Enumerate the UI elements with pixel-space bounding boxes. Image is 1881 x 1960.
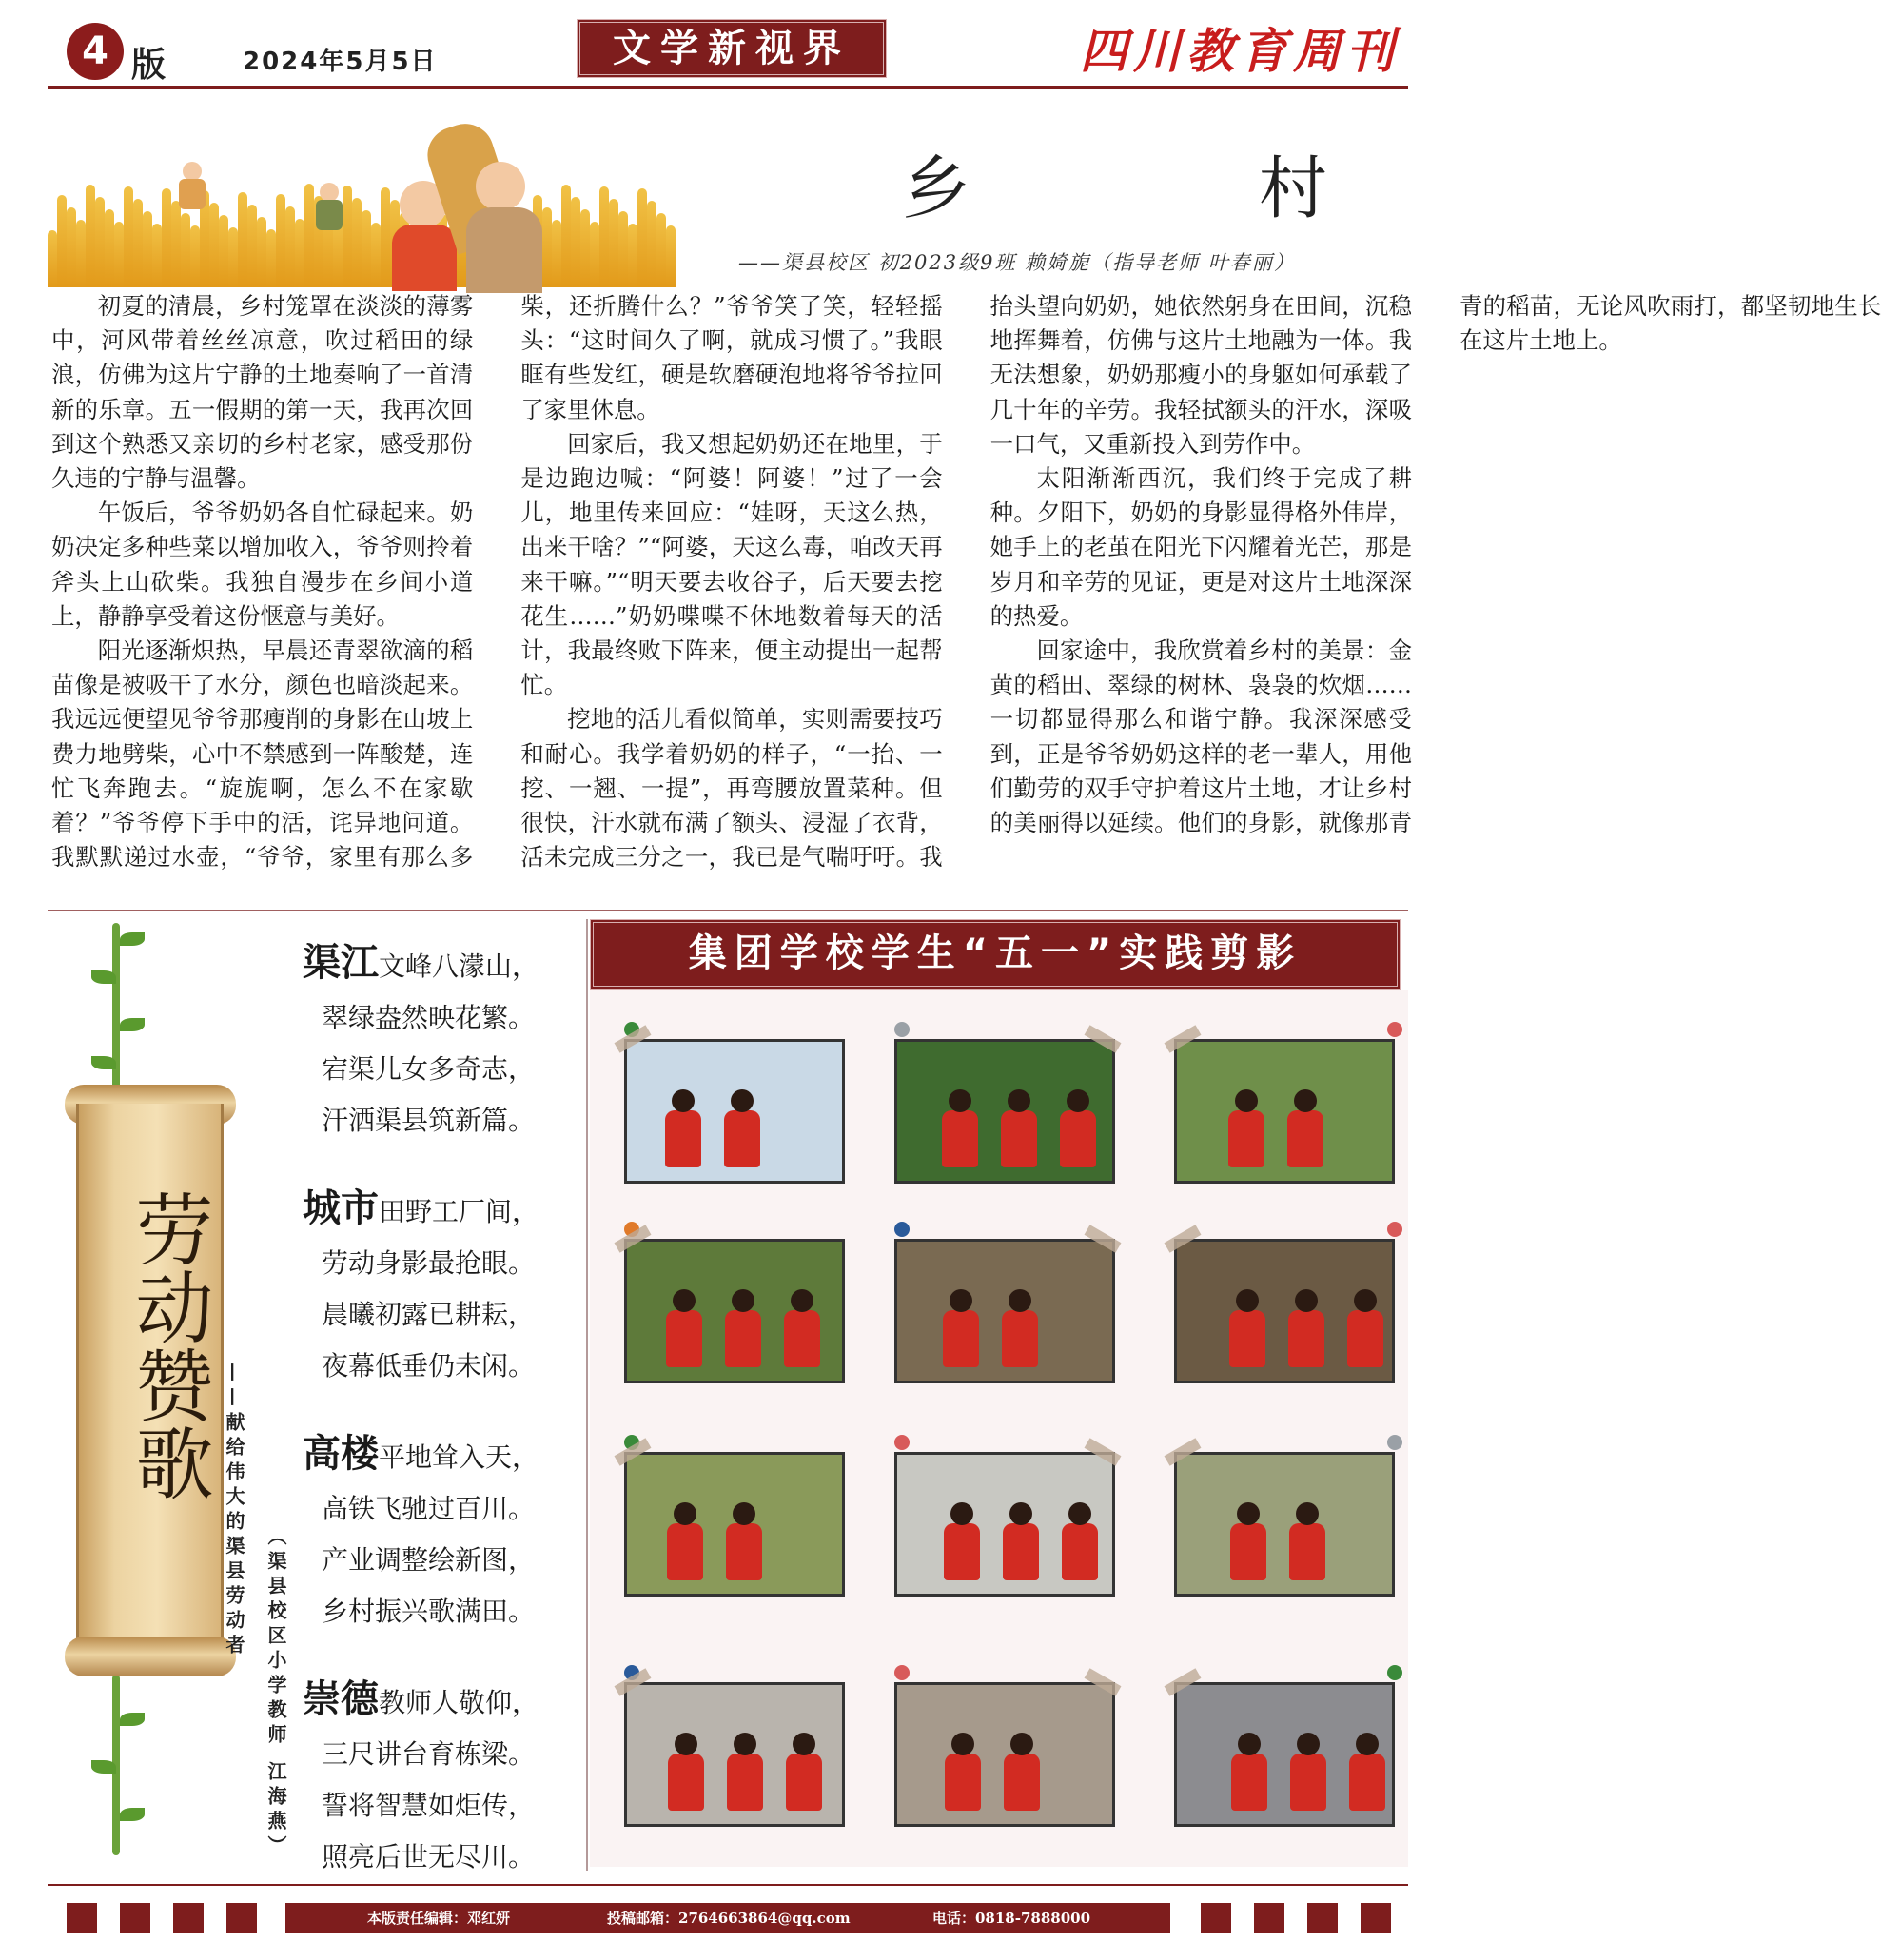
footer-divider [48,1884,1408,1886]
child-head [1009,1289,1031,1312]
footer-square [1307,1903,1338,1933]
child-figure [1003,1523,1039,1580]
child-head [1237,1502,1260,1525]
stanza-line: 宕渠儿女多奇志， [322,1053,536,1085]
child-figure [943,1310,979,1367]
wheat-stalk [238,192,247,287]
wheat-stalk [95,197,105,287]
child-head [1235,1089,1258,1112]
child-figure [1228,1110,1264,1167]
wheat-stalk [561,185,571,287]
wheat-stalk [181,213,190,287]
poem-stanza [303,1669,569,1883]
stanza-line: 田野工厂间， [379,1196,539,1227]
child-head [733,1502,755,1525]
wheat-stalk [162,188,171,287]
leaf-icon [120,1018,145,1031]
stanza-line: 教师人敬仰， [379,1687,539,1718]
child-head [791,1289,813,1312]
article-paragraph: 回家途中，我欣赏着乡村的美景：金黄的稻田、翠绿的树林、袅袅的炊烟……一切都显得那么和谐宁静。我深深感受到，正是爷爷奶奶这样的老一辈人，用他们勤劳的双手守护着这片土地，才让乡村的美丽得以延续。他们的身影，就像那青青的稻苗，无论风吹雨打，都坚韧地生长在这片土地上。 [989,292,1881,837]
wheat-stalk [352,198,362,287]
child-head [1009,1502,1032,1525]
child-figure [667,1523,703,1580]
newspaper-masthead: 四川教育周刊 [1080,23,1400,79]
wheat-stalk [590,222,599,287]
child-head [1294,1089,1317,1112]
stanza-lead-word: 崇德 [303,1676,379,1721]
stanza-line: 汗洒渠县筑新篇。 [322,1105,536,1136]
wheat-stalk [67,207,76,287]
child-figure [1230,1523,1266,1580]
stanza-lead-word: 高楼 [303,1431,379,1476]
child-head [673,1289,696,1312]
child-figure [1062,1523,1098,1580]
child-head [1010,1733,1033,1755]
stanza-line: 产业调整绘新图， [322,1544,536,1576]
pushpin-icon [894,1435,910,1450]
child-head [949,1089,971,1112]
pushpin-icon [894,1222,910,1237]
child-figure [786,1754,822,1811]
poem-stanza [303,932,569,1147]
child-figure [1002,1310,1038,1367]
practice-photo-mopping-home [624,1682,845,1827]
footer-square [1254,1903,1284,1933]
child-head [731,1089,754,1112]
child-figure [944,1523,980,1580]
article-paragraph: 太阳渐渐西沉，我们终于完成了耕种。夕阳下，奶奶的身影显得格外伟岸，她手上的老茧在阳光下闪耀着光芒，那是岁月和辛劳的见证，更是对这片土地深深的热爱。 [989,464,1412,630]
wheat-stalk [133,199,143,287]
wheat-stalk [637,188,647,287]
poem-dedication: ——献给伟大的渠县劳动者 [223,1362,245,1659]
pushpin-icon [894,1665,910,1680]
wheat-stalk [76,220,86,287]
child-head [951,1733,974,1755]
child-figure [942,1110,978,1167]
footer-square [226,1903,257,1933]
wheat-stalk [114,222,124,287]
wheat-stalk [143,211,152,287]
child-figure [1287,1110,1323,1167]
wheat-stalk [219,215,228,287]
article-paragraph: 午饭后，爷爷奶奶各自忙碌起来。奶奶决定多种些菜以增加收入，爷爷则拎着斧头上山砍柴。我独自漫步在乡间小道上，静静享受着这份惬意与美好。 [51,499,474,630]
stanza-line: 文峰八濛山， [379,951,539,982]
practice-photo-picking-litter [894,1039,1115,1184]
stanza-line: 晨曦初露已耕耘， [322,1299,536,1330]
child-figure [1229,1310,1265,1367]
page-number-badge: 4 [67,23,124,80]
child-head [1296,1502,1319,1525]
wheat-stalk [124,186,133,287]
article-paragraph: 阳光逐渐炽热，早晨还青翠欲滴的稻苗像是被吸干了水分，颜色也暗淡起来。我远远便望见爷爷那瘦削的身影在山坡上费力地劈柴，心中不禁感到一阵酸楚，连忙飞奔跑去。“旋旎啊，怎么不在家歇着？”爷爷停下手中的活，诧异地问道。我默默递过水壶，“爷爷，家里有那么多柴，还折腾什么？”爷爷笑了笑，轻轻摇头：“这时间久了啊，就成习惯了。”我眼眶有些发红，硬是软磨硬泡地将爷爷拉回了家里休息。 [51,292,943,872]
pushpin-icon [894,1022,910,1037]
practice-photo-cooking [894,1682,1115,1827]
child-head [793,1733,815,1755]
stanza-line: 乡村振兴歌满田。 [322,1596,536,1627]
wheat-stalk [647,201,656,287]
stanza-line: 翠绿盎然映花繁。 [322,1002,536,1033]
child-head [1295,1289,1318,1312]
wheat-stalk [609,199,618,287]
stanza-lead-word: 渠江 [303,940,379,985]
wheat-stalk [628,224,637,287]
leaf-icon [91,1760,116,1774]
article-paragraph: 挖地的活儿看似简单，实则需要技巧和耐心。我学着奶奶的样子，“一抬、一挖、一翘、一提”，再弯腰放置菜种。但很快，汗水就布满了额头、浸湿了衣背，活未完成三分之一，我已是气喘吁吁。我抬头望向奶奶，她依然躬身在田间，沉稳地挥舞着，仿佛与这片土地融为一体。我无法想象，奶奶那瘦小的身躯如何承载了几十年的辛劳。我轻拭额头的汗水，深吸一口气，又重新投入到劳作中。 [520,292,1412,872]
leaf-icon [120,932,145,946]
wheat-stalk [542,207,552,287]
pushpin-icon [1387,1022,1402,1037]
stanza-line: 三尺讲台育栋梁。 [322,1738,536,1770]
wheat-stalk [190,225,200,287]
practice-photo-field-work [624,1452,845,1597]
stanza-line: 高铁飞驰过百川。 [322,1493,536,1524]
section-title-banner: 文学新视界 [577,19,887,78]
child-figure [665,1110,701,1167]
scroll-bottom-roll [65,1637,236,1676]
child-head [1008,1089,1030,1112]
wheat-stalk [247,205,257,287]
leaf-icon [120,1808,145,1821]
child-figure [726,1523,762,1580]
stanza-line: 誓将智慧如炬传， [322,1790,536,1821]
practice-photo-supermarket [624,1039,845,1184]
header-divider [48,86,1408,89]
child-head [1238,1733,1261,1755]
article-paragraph: 初夏的清晨，乡村笼罩在淡淡的薄雾中，河风带着丝丝凉意，吹过稻田的绿浪，仿佛为这片宁静的土地奏响了一首清新的乐章。五一假期的第一天，我再次回到这个熟悉又亲切的乡村老家，感受那份久违的宁静与温馨。 [51,292,474,493]
child-head [734,1733,756,1755]
footer-email: 投稿邮箱：2764663864@qq.com [607,1910,851,1927]
wheat-stalk [228,227,238,287]
wheat-stalk [371,223,381,287]
child-figure [784,1310,820,1367]
child-head [1297,1733,1320,1755]
wheat-stalk [618,211,628,287]
article-body [51,289,1881,908]
child-head [1354,1289,1377,1312]
child-head [674,1502,696,1525]
poem-title: 劳动赞歌 [123,1189,213,1501]
wheat-stalk [656,213,666,287]
stanza-line: 照亮后世无尽川。 [322,1841,536,1872]
child-figure [1288,1310,1324,1367]
issue-date: 2024年5月5日 [243,48,438,76]
child-figure [1349,1754,1385,1811]
stanza-line: 夜幕低垂仍未闲。 [322,1350,536,1382]
wheat-stalk [381,187,390,287]
child-head [1356,1733,1379,1755]
article-paragraph: 回家后，我又想起奶奶还在地里，于是边跑边喊：“阿婆！阿婆！”过了一会儿，地里传来回应：“娃呀，天这么热，出来干啥？”“阿婆，天这么毒，咱改天再来干嘛。”“明天要去收谷子，后天要去挖花生……”奶奶喋喋不休地数着每天的活计，我最终败下阵来，便主动提出一起帮忙。 [520,429,943,699]
wheat-field-illustration [48,105,676,287]
wheat-stalk [580,209,590,287]
child-head [1067,1089,1089,1112]
leaf-icon [91,1056,116,1069]
practice-photo-weeding [1174,1239,1395,1383]
pushpin-icon [1387,1665,1402,1680]
child-head [950,1502,973,1525]
wheat-stalk [295,219,304,287]
wheat-stalk [48,230,57,287]
footer-square [173,1903,204,1933]
stanza-line: 平地耸入天， [379,1441,539,1473]
practice-photo-vegetable-garden [624,1239,845,1383]
child-head [1236,1289,1259,1312]
footer-editor: 本版责任编辑：邓红妍 [367,1910,511,1927]
child-figure [724,1110,760,1167]
wheat-stalk [304,184,314,287]
child-figure [1060,1110,1096,1167]
child-head [950,1289,972,1312]
child-figure [1231,1754,1267,1811]
child-figure [1289,1523,1325,1580]
page-label: 版 [131,46,167,85]
child-figure [727,1754,763,1811]
footer-square [1201,1903,1231,1933]
wheat-stalk [105,209,114,287]
wheat-stalk [285,206,295,287]
wheat-stalk [266,229,276,287]
footer-square [1361,1903,1391,1933]
wheat-stalk [571,197,580,287]
wheat-stalk [333,221,343,287]
wheat-stalk [343,186,352,287]
practice-photo-lawn-cleanup [1174,1039,1395,1184]
wheat-stalk [276,194,285,287]
practice-photo-pulling-weeds [1174,1452,1395,1597]
child-head [675,1733,697,1755]
child-figure [1290,1754,1326,1811]
footer-info-bar [285,1903,1170,1933]
wheat-stalk [666,225,676,287]
pushpin-icon [1387,1435,1402,1450]
section-divider [48,910,1408,911]
child-figure [1001,1110,1037,1167]
stanza-line: 劳动身影最抢眼。 [322,1247,536,1279]
wheat-stalk [171,201,181,287]
poem-author: （渠县校区小学教师 江海燕） [265,1526,287,1860]
child-figure [668,1754,704,1811]
footer-phone: 电话：0818-7888000 [932,1910,1091,1927]
wheat-stalk [209,203,219,287]
article-title: 乡 村 [902,148,1460,228]
child-figure [945,1754,981,1811]
footer-square [120,1903,150,1933]
article-byline: ——渠县校区 初2023级9班 赖婍旎（指导老师 叶春丽） [738,251,1296,274]
wheat-stalk [599,186,609,287]
practice-photo-sweeping [1174,1682,1395,1827]
child-figure [725,1310,761,1367]
footer-square [67,1903,97,1933]
child-head [672,1089,695,1112]
child-figure [1347,1310,1383,1367]
leaf-icon [91,970,116,984]
child-head [1068,1502,1091,1525]
pushpin-icon [1387,1222,1402,1237]
child-figure [1004,1754,1040,1811]
wheat-stalk [152,224,162,287]
poem-stanza [303,1178,569,1392]
practice-photo-mopping [894,1452,1115,1597]
child-figure [666,1310,702,1367]
photo-section-title: 集团学校学生“五一”实践剪影 [590,919,1401,990]
practice-photo-watering [894,1239,1115,1383]
wheat-stalk [57,195,67,287]
wheat-stalk [552,220,561,287]
wheat-stalk [257,217,266,287]
wheat-stalk [362,210,371,287]
child-head [732,1289,754,1312]
wheat-stalk [86,185,95,287]
stanza-lead-word: 城市 [303,1186,379,1230]
poem-stanza [303,1423,569,1637]
leaf-icon [120,1713,145,1726]
